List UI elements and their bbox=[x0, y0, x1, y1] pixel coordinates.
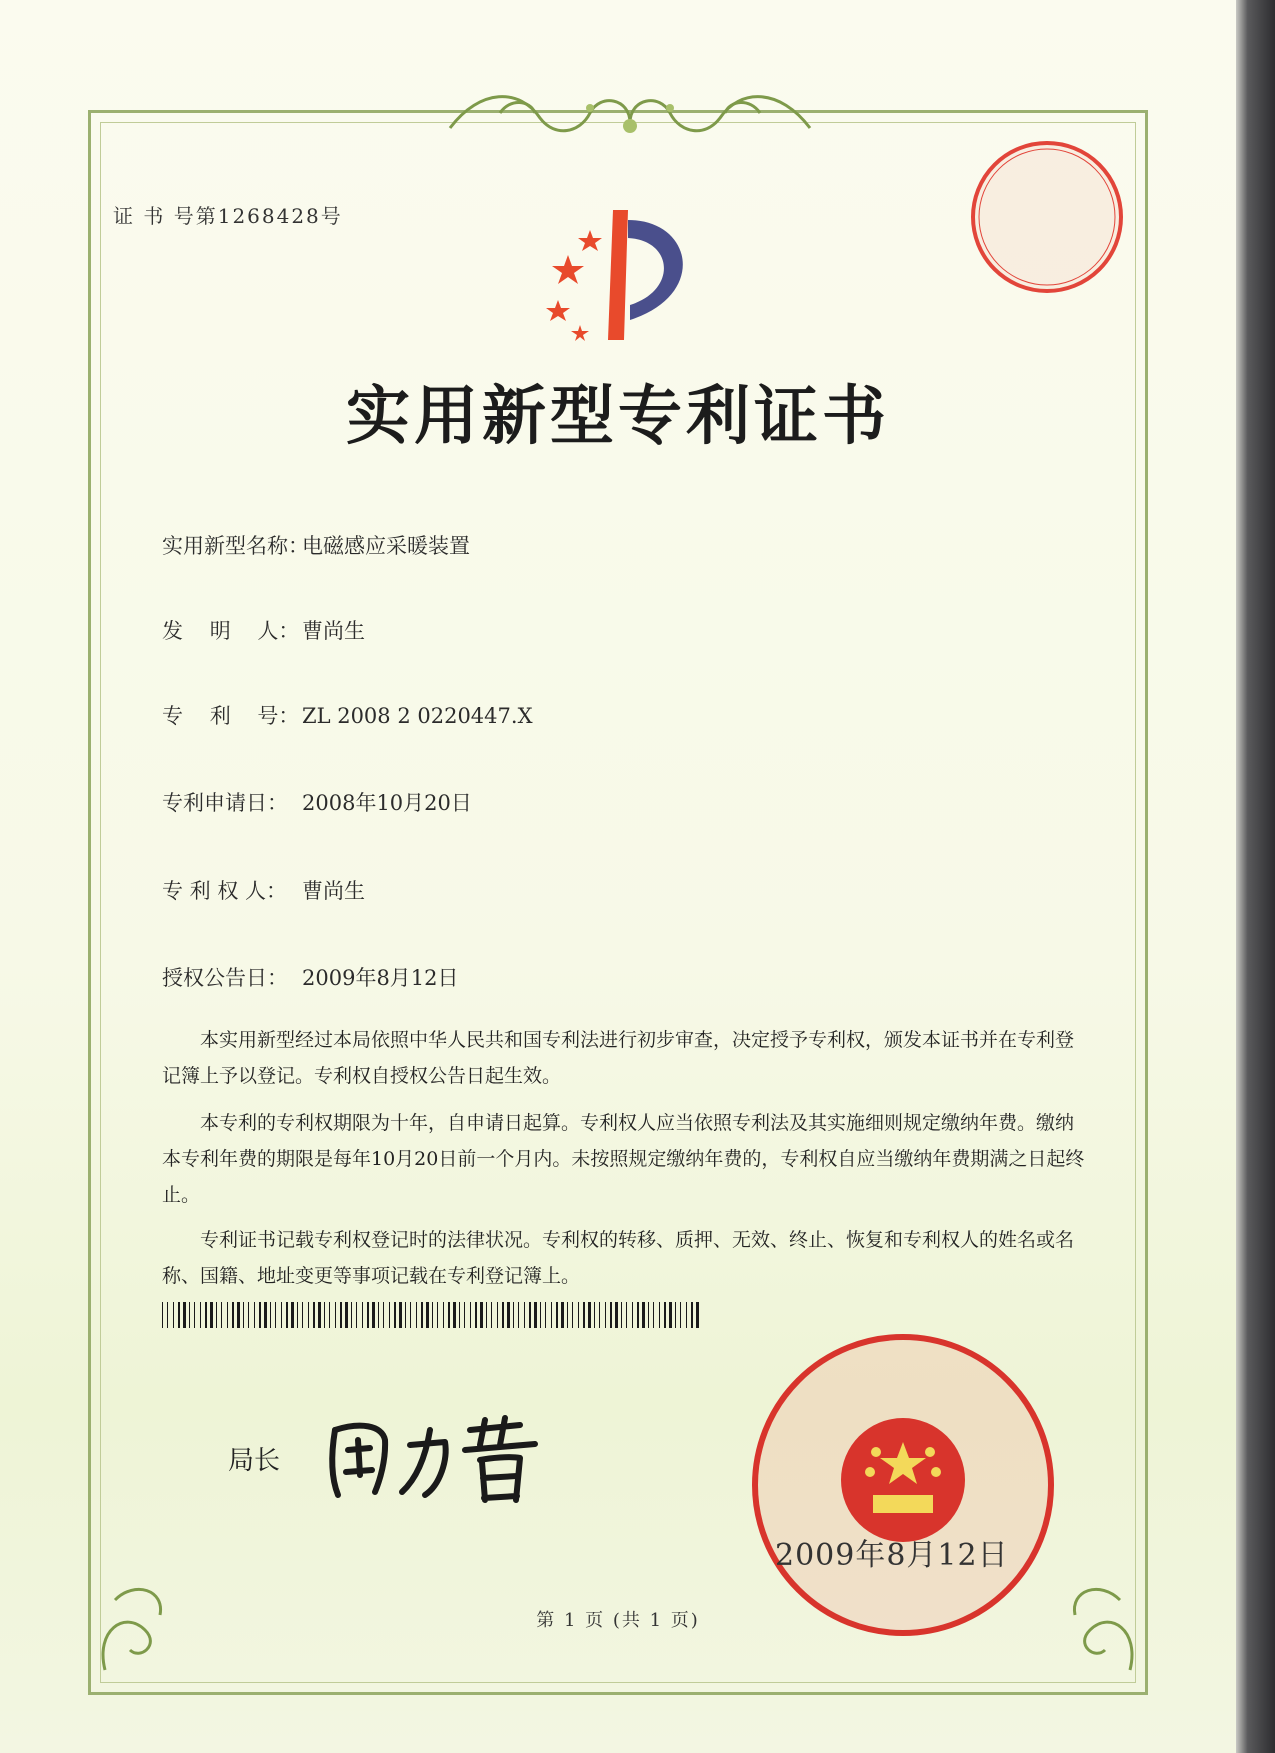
barcode-bar bbox=[637, 1302, 639, 1328]
barcode-bar bbox=[394, 1302, 396, 1328]
field-value: 电磁感应采暖装置 bbox=[302, 534, 470, 558]
barcode-bar bbox=[551, 1302, 552, 1328]
barcode-bar bbox=[545, 1302, 546, 1328]
barcode-bar bbox=[448, 1302, 450, 1328]
binder-spine bbox=[1236, 0, 1275, 1753]
barcode-bar bbox=[318, 1302, 321, 1328]
barcode-bar bbox=[426, 1302, 429, 1328]
field-grant-announcement-date bbox=[162, 962, 459, 992]
barcode-bar bbox=[502, 1302, 504, 1328]
certificate-title: 实用新型专利证书 bbox=[346, 379, 890, 454]
field-inventor bbox=[162, 615, 365, 645]
barcode-bar bbox=[308, 1302, 309, 1328]
field-label: 专 利 号： bbox=[162, 704, 300, 728]
paragraph-term-statement: 本专利的专利权期限为十年，自申请日起算。专利权人应当依照专利法及其实施细则规定缴纳年费。缴纳本专利年费的期限是每年10月20日前一个月内。未按照规定缴纳年费的，专利权自应当缴纳年费期满之日起终止。 bbox=[162, 1112, 1085, 1206]
barcode-bar bbox=[588, 1302, 591, 1328]
barcode-bar bbox=[389, 1302, 390, 1328]
barcode-bar bbox=[534, 1302, 537, 1328]
barcode-bar bbox=[664, 1302, 666, 1328]
barcode-bar bbox=[432, 1302, 433, 1328]
barcode-bar bbox=[599, 1302, 600, 1328]
field-utility-model-name bbox=[162, 530, 470, 560]
barcode-bar bbox=[259, 1302, 261, 1328]
barcode-bar bbox=[486, 1302, 487, 1328]
barcode-bar bbox=[270, 1302, 271, 1328]
barcode-bar bbox=[453, 1302, 456, 1328]
barcode-bar bbox=[205, 1302, 207, 1328]
barcode-bar bbox=[459, 1302, 460, 1328]
barcode-bar bbox=[286, 1302, 288, 1328]
barcode-bar bbox=[167, 1302, 168, 1328]
barcode-bar bbox=[200, 1302, 201, 1328]
barcode-bar bbox=[686, 1302, 687, 1328]
barcode-bar bbox=[470, 1302, 471, 1328]
barcode-bar bbox=[675, 1302, 676, 1328]
barcode-bar bbox=[367, 1302, 369, 1328]
barcode-bar bbox=[610, 1302, 612, 1328]
barcode bbox=[162, 1302, 707, 1328]
barcode-bar bbox=[313, 1302, 315, 1328]
barcode-bar bbox=[540, 1302, 541, 1328]
barcode-bar bbox=[507, 1302, 510, 1328]
field-value: 曹尚生 bbox=[302, 619, 365, 643]
barcode-bar bbox=[443, 1302, 444, 1328]
barcode-bar bbox=[297, 1302, 298, 1328]
barcode-bar bbox=[653, 1302, 654, 1328]
field-value: 曹尚生 bbox=[302, 879, 365, 903]
barcode-bar bbox=[518, 1302, 519, 1328]
barcode-bar bbox=[524, 1302, 525, 1328]
barcode-bar bbox=[194, 1302, 195, 1328]
barcode-bar bbox=[680, 1302, 681, 1328]
barcode-bar bbox=[243, 1302, 244, 1328]
barcode-bar bbox=[480, 1302, 483, 1328]
field-value: 2008年10月20日 bbox=[302, 791, 472, 815]
barcode-bar bbox=[281, 1302, 282, 1328]
barcode-bar bbox=[162, 1302, 163, 1328]
barcode-bar bbox=[210, 1302, 213, 1328]
barcode-bar bbox=[696, 1302, 699, 1328]
barcode-bar bbox=[594, 1302, 595, 1328]
barcode-bar bbox=[691, 1302, 693, 1328]
certificate-number: 证 书 号第1268428号 bbox=[113, 204, 343, 228]
barcode-bar bbox=[583, 1302, 585, 1328]
barcode-bar bbox=[383, 1302, 384, 1328]
barcode-bar bbox=[513, 1302, 514, 1328]
barcode-bar bbox=[491, 1302, 492, 1328]
barcode-bar bbox=[216, 1302, 217, 1328]
barcode-bar bbox=[437, 1302, 438, 1328]
barcode-bar bbox=[632, 1302, 633, 1328]
barcode-bar bbox=[642, 1302, 645, 1328]
barcode-bar bbox=[497, 1302, 498, 1328]
barcode-bar bbox=[464, 1302, 465, 1328]
barcode-bar bbox=[237, 1302, 240, 1328]
official-seal bbox=[748, 1330, 1058, 1640]
barcode-bar bbox=[378, 1302, 379, 1328]
barcode-bar bbox=[556, 1302, 558, 1328]
paragraph-legal-status: 专利证书记载专利权登记时的法律状况。专利权的转移、质押、无效、终止、恢复和专利权人的姓名或名称、国籍、地址变更等事项记载在专利登记簿上。 bbox=[162, 1229, 1075, 1287]
barcode-bar bbox=[399, 1302, 402, 1328]
field-patent-number bbox=[162, 700, 533, 730]
barcode-bar bbox=[626, 1302, 627, 1328]
barcode-bar bbox=[410, 1302, 411, 1328]
barcode-bar bbox=[189, 1302, 190, 1328]
barcode-bar bbox=[232, 1302, 234, 1328]
barcode-bar bbox=[659, 1302, 660, 1328]
barcode-bar bbox=[669, 1302, 672, 1328]
barcode-bar bbox=[178, 1302, 180, 1328]
barcode-bar bbox=[302, 1302, 303, 1328]
barcode-bar bbox=[529, 1302, 531, 1328]
issue-date: 2009年8月12日 bbox=[775, 1538, 1009, 1573]
barcode-bar bbox=[329, 1302, 330, 1328]
director-title: 局长 bbox=[228, 1446, 281, 1476]
barcode-bar bbox=[254, 1302, 255, 1328]
barcode-bar bbox=[605, 1302, 606, 1328]
barcode-bar bbox=[351, 1302, 352, 1328]
barcode-bar bbox=[324, 1302, 325, 1328]
barcode-bar bbox=[372, 1302, 375, 1328]
barcode-bar bbox=[578, 1302, 579, 1328]
barcode-bar bbox=[291, 1302, 294, 1328]
barcode-bar bbox=[648, 1302, 649, 1328]
page-footer: 第 1 页 (共 1 页) bbox=[536, 1610, 700, 1631]
barcode-bar bbox=[561, 1302, 564, 1328]
field-application-date bbox=[162, 787, 472, 817]
director-signature bbox=[320, 1400, 560, 1510]
field-label: 实用新型名称： bbox=[162, 534, 309, 558]
field-label: 专 利 权 人： bbox=[162, 879, 288, 903]
barcode-bar bbox=[621, 1302, 622, 1328]
field-patentee bbox=[162, 875, 365, 905]
barcode-bar bbox=[173, 1302, 174, 1328]
barcode-bar bbox=[335, 1302, 336, 1328]
barcode-bar bbox=[615, 1302, 618, 1328]
barcode-bar bbox=[183, 1302, 186, 1328]
barcode-bar bbox=[567, 1302, 568, 1328]
barcode-bar bbox=[572, 1302, 573, 1328]
barcode-bar bbox=[362, 1302, 363, 1328]
barcode-bar bbox=[340, 1302, 342, 1328]
barcode-bar bbox=[227, 1302, 228, 1328]
paragraph-grant-statement: 本实用新型经过本局依照中华人民共和国专利法进行初步审查，决定授予专利权，颁发本证书并在专利登记簿上予以登记。专利权自授权公告日起生效。 bbox=[162, 1029, 1075, 1087]
field-label: 授权公告日： bbox=[162, 966, 288, 990]
field-value: ZL 2008 2 0220447.X bbox=[302, 704, 533, 728]
barcode-bar bbox=[356, 1302, 357, 1328]
barcode-bar bbox=[264, 1302, 267, 1328]
barcode-bar bbox=[416, 1302, 417, 1328]
barcode-bar bbox=[405, 1302, 406, 1328]
barcode-bar bbox=[421, 1302, 423, 1328]
field-label: 专利申请日： bbox=[162, 791, 288, 815]
top-ornament bbox=[440, 78, 820, 148]
patent-office-emblem bbox=[528, 200, 718, 350]
barcode-bar bbox=[221, 1302, 222, 1328]
barcode-bar bbox=[475, 1302, 477, 1328]
field-value: 2009年8月12日 bbox=[302, 966, 459, 990]
barcode-bar bbox=[248, 1302, 249, 1328]
tax-stamp-seal bbox=[968, 138, 1126, 296]
barcode-bar bbox=[345, 1302, 348, 1328]
field-label: 发 明 人： bbox=[162, 619, 300, 643]
barcode-bar bbox=[275, 1302, 276, 1328]
